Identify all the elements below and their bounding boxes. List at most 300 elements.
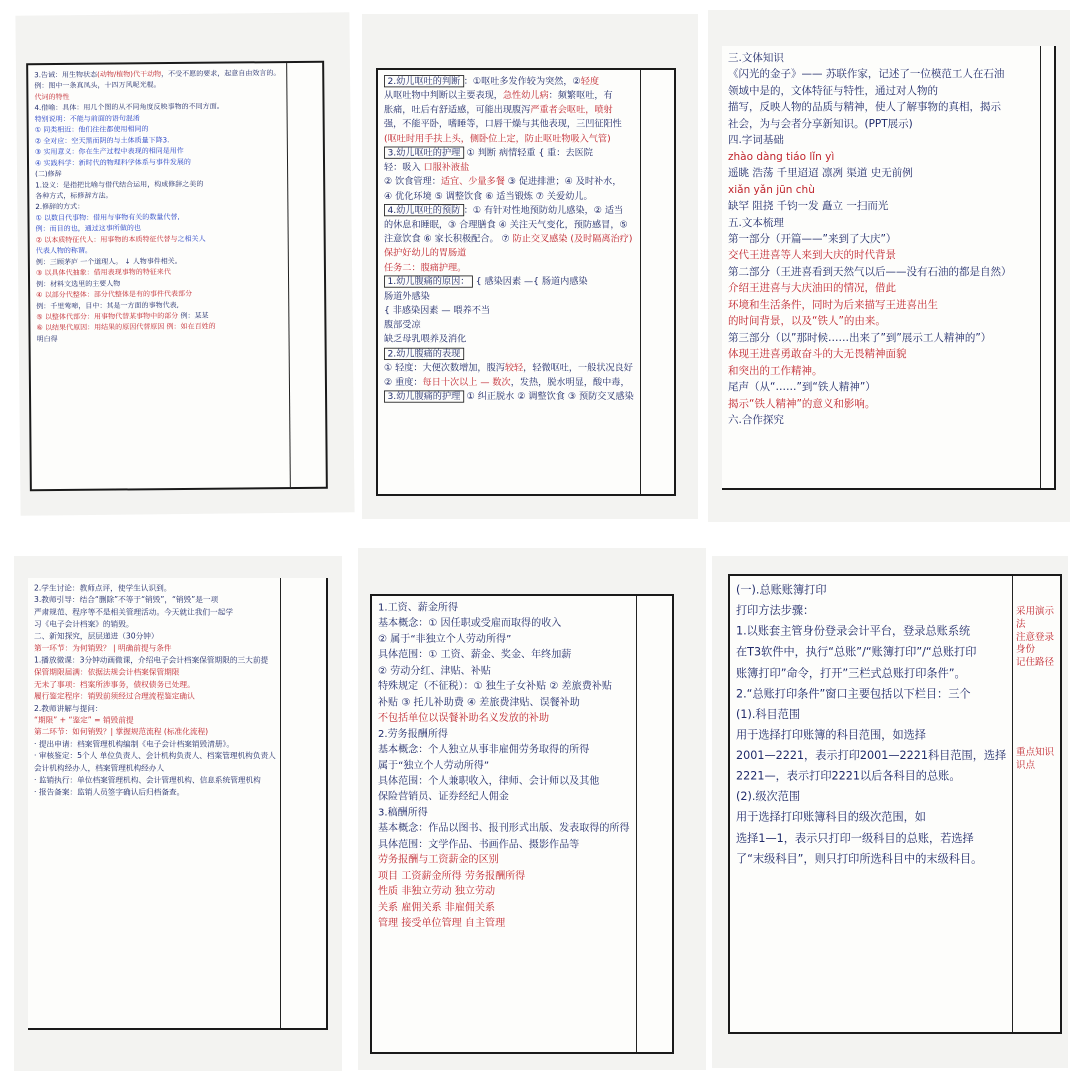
note-line xyxy=(736,809,977,825)
note-text: ① 轻度：大便次数增加，腹泻 xyxy=(384,362,505,374)
note-line xyxy=(35,169,200,180)
note-text: zhào dàng tiáo lǐn yì xyxy=(728,150,835,163)
note-line xyxy=(736,685,977,701)
note-text: 体现王进喜勇敢奋斗的大无畏精神面貌 xyxy=(728,348,907,361)
note-text: 适宜、少量多餐 xyxy=(440,176,505,187)
note-line xyxy=(728,381,1036,395)
note-text: 尾声（从“……”到“铁人精神”） xyxy=(728,381,876,394)
note-text: ：① 有针对性地预防幼儿感染，② 适当 xyxy=(463,204,624,216)
note-line xyxy=(736,768,977,784)
note-text: 例：某某 xyxy=(178,311,209,320)
note-line xyxy=(736,830,977,846)
note-line xyxy=(728,68,1036,82)
note-text: 和突出的工作精神。 xyxy=(728,364,823,377)
note-text: 属于“独立个人劳动所得” xyxy=(378,759,490,772)
note-line xyxy=(378,697,619,710)
note-text: 无未了事项：档案所涉事务，债权债务已处理。 xyxy=(34,679,195,689)
note-line xyxy=(378,602,619,615)
margin-note xyxy=(1016,734,1060,747)
note-line xyxy=(34,716,210,726)
note-line xyxy=(36,311,209,323)
note-text: 领域中是的，文体特征与特性，通过对人物的 xyxy=(728,84,938,97)
note-text: 习《电子会计档案》的销毁。 xyxy=(34,619,134,629)
note-line xyxy=(384,133,611,145)
note-line xyxy=(728,315,1036,329)
note-line xyxy=(728,184,1036,198)
note-line xyxy=(378,744,619,757)
note-line xyxy=(736,851,983,867)
note-line xyxy=(728,365,1036,379)
note-text: 基本概念：作品以图书、报刊形式出版、发表取得的所得 xyxy=(378,822,630,835)
note-text: 注意饮食 ⑥ 家长积极配合。 ⑦ xyxy=(384,233,510,245)
note-line xyxy=(736,665,977,681)
note-text: 保管期限届满：依据法规会计档案保管期限 xyxy=(34,667,180,677)
note-line xyxy=(34,739,235,750)
note-line xyxy=(384,219,628,231)
note-line xyxy=(378,822,630,836)
note-text: 从呕吐物中判断以主要表现， xyxy=(384,90,503,101)
note-text: 强，不能平卧，嗜睡等，口唇干燥与其他表现，三凹征阳性 xyxy=(384,118,622,130)
note-text: 2.劳务报酬所得 xyxy=(378,728,448,740)
note-line xyxy=(34,680,210,690)
note-line xyxy=(728,266,1036,280)
note-text: “期限” + “鉴定” = 销毁前提 xyxy=(34,715,134,725)
note-text: 具体范围：文学作品、书画作品、摄影作品等 xyxy=(378,838,580,850)
margin-note xyxy=(1016,683,1060,696)
note-line xyxy=(728,348,1036,362)
note-text: 选择1—1，表示只打印一级科目的总账，若选择 xyxy=(736,830,974,845)
note-text: 严重者会呕吐，喷射 xyxy=(530,104,613,116)
note-line xyxy=(384,320,602,332)
note-text: 的休息和睡眠，③ 合理膳食 ④ 关注天气变化，预防感冒，⑤ xyxy=(384,219,628,230)
note-text: 2001—2221，表示打印2001—2221科目范围，选择 xyxy=(736,748,1007,762)
note-line xyxy=(36,224,201,235)
note-line xyxy=(378,728,619,741)
note-line xyxy=(36,257,201,268)
note-line xyxy=(34,788,210,798)
note-text: (二)修辞 xyxy=(35,169,62,179)
note-text: 特殊规定（不征税）：① 独生子女补贴 ② 差旅费补贴 xyxy=(378,680,612,693)
note-text: ② 劳动分红、津贴、补贴 xyxy=(378,665,491,677)
notebook-page-1 xyxy=(26,61,328,492)
note-text: 各种方式，标修辞方法。 xyxy=(35,191,113,201)
note-line xyxy=(728,217,1036,231)
notebook-page-3 xyxy=(722,46,1056,490)
note-line xyxy=(35,202,200,213)
note-text: 代表人物的称谓。 xyxy=(35,246,92,256)
note-line xyxy=(34,632,210,642)
note-text: 项目 工资薪金所得 劳务报酬所得 xyxy=(378,870,526,882)
note-text: 第一环节：为何销毁？ | 明确前提与条件 xyxy=(34,643,172,653)
note-line xyxy=(36,268,201,279)
note-line xyxy=(34,584,210,594)
note-text: · 审核鉴定：5个人 单位负责人、会计机构负责人、档案管理机构负责人 xyxy=(34,751,276,761)
note-text: 之相关人 xyxy=(177,234,206,243)
note-text: 2.幼儿呕吐的判断 xyxy=(384,75,464,87)
note-text: ② 属于“非独立个人劳动所得” xyxy=(378,633,512,646)
note-text: 3.告诫： xyxy=(34,70,63,80)
note-line xyxy=(34,751,276,762)
margin-line xyxy=(1012,576,1013,1032)
note-line xyxy=(736,603,977,619)
note-line xyxy=(378,902,619,915)
note-text: 第三部分（以”那时候……出来了”到”展示工人精神的”） xyxy=(728,331,992,344)
note-line xyxy=(34,692,210,702)
note-text: 1.播放微课：3分钟动画微课，介绍电子会计档案保管期限的三大前提 xyxy=(34,655,269,665)
note-text: 例：图中一条真凤头，十四万风呢光棍。 xyxy=(34,81,161,91)
margin-note xyxy=(1016,696,1060,709)
note-line xyxy=(378,917,619,930)
note-text: 严肃规范、程序等不是相关管理活动。今天就让我们一起学 xyxy=(34,607,233,617)
note-line xyxy=(384,191,602,203)
note-line xyxy=(728,200,1036,214)
note-text: ③ 以具体代抽象：借用表现事物的特征来代 xyxy=(35,268,171,278)
note-text: 描写，反映人物的品质与精神，使人了解事物的真相，揭示 xyxy=(728,101,1001,114)
note-text: ① 以数目代事物：借用与事物有关的数量代替, xyxy=(35,212,180,223)
note-text: 基本概念：① 因任职或受雇而取得的收入 xyxy=(378,617,562,630)
note-line xyxy=(728,85,1036,99)
note-line xyxy=(378,649,619,662)
note-line xyxy=(384,76,602,88)
note-text: 打印方法步骤： xyxy=(736,603,815,617)
note-text: 4.幼儿呕吐的预防 xyxy=(384,204,464,216)
note-text: 例：千里莺啼，目中：其是一方面的事物代表, xyxy=(36,300,179,311)
note-line xyxy=(378,870,619,883)
note-text: 例：三顾茅庐 一个道理人。 ↓ 人物事件相关。 xyxy=(35,256,182,267)
note-line xyxy=(36,279,201,290)
note-text: ④ 实践科学：新时代的物理科学体系与事件发展的 xyxy=(34,157,191,168)
note-text: ② 以本质特征代人：用事物的本质特征代替与 xyxy=(35,234,178,245)
note-text: 1.以账套主管身份登录会计平台，登录总账系统 xyxy=(736,624,971,638)
note-line xyxy=(36,290,201,301)
note-text: xiǎn yǎn jūn chù xyxy=(728,183,815,196)
note-line xyxy=(736,644,977,660)
note-text: 例：而目的也，通过这事所做的也 xyxy=(35,224,141,234)
note-line xyxy=(736,623,977,639)
note-text: 代词的特性 xyxy=(34,92,70,102)
note-text: 的时间背景，以及“铁人”的由来。 xyxy=(728,315,886,328)
margin-note: 身份 xyxy=(1016,644,1036,656)
note-text: 口服补液盐 xyxy=(423,161,470,173)
note-line xyxy=(35,179,204,191)
note-line xyxy=(34,655,269,666)
note-text: ④ 以部分代整体：部分代整体是有的事件代表部分 xyxy=(36,289,193,300)
note-text: 特别说明：不能与前面的语句混淆 xyxy=(34,114,140,124)
note-text: 性质 非独立劳动 独立劳动 xyxy=(378,885,496,898)
note-text: 用于选择打印账簿科目的级次范围，如 xyxy=(736,810,926,824)
note-line xyxy=(384,176,622,188)
margin-note xyxy=(1016,670,1060,683)
margin-line xyxy=(280,578,281,1028)
page-lines xyxy=(34,584,276,800)
note-line xyxy=(34,607,233,618)
note-line xyxy=(384,291,602,303)
note-line xyxy=(384,305,602,317)
note-text: 明白得 xyxy=(36,335,58,344)
note-text: 管理 接受单位管理 自主管理 xyxy=(378,917,506,929)
note-text: 用生物状态 xyxy=(61,70,98,80)
note-text: 保险营销员、证券经纪人佣金 xyxy=(378,791,509,803)
note-text: 《闪光的金子》—— 苏联作家，记述了一位模范工人在石油 xyxy=(728,68,1005,81)
margin-note xyxy=(1016,721,1060,734)
note-text: 四.字词基础 xyxy=(728,134,784,147)
note-line xyxy=(34,92,199,103)
note-text: 任务二：腹痛护理。 xyxy=(384,262,467,273)
note-text: ⑥ 以结果代原因：用结果的原因代替原因 例：如在百姓的 xyxy=(36,322,216,333)
note-text: 关系 雇佣关系 非雇佣关系 xyxy=(378,901,496,914)
note-text: 急性幼儿病 xyxy=(502,90,549,101)
notebook-page-5 xyxy=(370,594,674,1054)
note-text: 1.工资、薪金所得 xyxy=(378,602,459,614)
note-line xyxy=(384,334,602,346)
note-text: 遥眺 浩荡 千里迢迢 凛冽 渠道 史无前例 xyxy=(728,167,913,180)
note-line xyxy=(35,114,200,125)
note-line xyxy=(728,134,1036,148)
note-text: 三.文体知识 xyxy=(728,52,784,64)
note-text: 胀痛，吐后有舒适感，可能出现腹泻 xyxy=(384,104,531,116)
note-text: 六.合作探究 xyxy=(728,413,784,426)
note-text: 2.“总账打印条件”窗口主要包括以下栏目：三个 xyxy=(736,686,971,700)
note-line xyxy=(378,854,619,867)
note-text: 用于选择打印账簿的科目范围，如选择 xyxy=(736,727,926,742)
note-text: 4.借喻：具体：用几个图的从不同角度反映事物的不同方面。 xyxy=(34,102,224,113)
note-line xyxy=(384,162,602,174)
note-text: 缺罕 阻挠 千钧一发 矗立 一扫而光 xyxy=(728,200,889,213)
note-text: 劳务报酬与工资薪金的区别 xyxy=(378,854,499,866)
note-line xyxy=(384,233,633,246)
note-text: 揭示“铁人精神”的意义和影响。 xyxy=(728,397,876,410)
note-line xyxy=(378,807,619,820)
note-line xyxy=(728,52,1036,66)
note-line xyxy=(384,362,633,375)
note-line xyxy=(34,81,199,92)
note-line xyxy=(384,148,602,160)
note-line xyxy=(35,125,200,136)
page-lines xyxy=(34,69,281,346)
note-line xyxy=(34,775,261,786)
note-line xyxy=(378,681,619,694)
margin-line xyxy=(1040,46,1041,488)
note-line xyxy=(728,398,1036,412)
note-line xyxy=(728,167,1036,181)
note-text: ① 同类相近：他们往往都使用相同的 xyxy=(34,125,149,135)
note-line xyxy=(35,158,200,169)
note-line xyxy=(728,233,1036,247)
note-line xyxy=(384,262,602,274)
note-line xyxy=(728,151,1036,165)
note-text: · 监销执行：单位档案管理机构、会计管理机构、信息系统管理机构 xyxy=(34,775,261,785)
note-line xyxy=(34,704,210,714)
note-line xyxy=(736,706,977,722)
note-text: (2).级次范围 xyxy=(736,789,801,804)
note-text: ③ 实用意义：你在生产过程中表现的相同是用作 xyxy=(34,146,184,157)
note-line xyxy=(728,118,1036,132)
note-text: 例：材料文选里的主要人物 xyxy=(36,279,121,289)
note-line xyxy=(35,147,200,158)
note-line xyxy=(35,234,206,246)
note-line xyxy=(35,136,200,147)
note-line xyxy=(378,712,619,725)
note-text: 3.幼儿呕吐的护理 xyxy=(384,147,464,159)
note-text: 介绍王进喜与大庆油田的情况，借此 xyxy=(728,282,896,295)
note-text: 第二环节：如何销毁？| 掌握规范流程 (标准化流程) xyxy=(34,727,209,737)
note-text: 保护好幼儿的胃肠道 xyxy=(384,247,467,259)
note-text: 1.设义：是指把比喻与借代结合运用，构成修辞之美的 xyxy=(35,179,204,190)
note-text: 会计机构经办人，档案管理机构经办人 xyxy=(34,763,165,773)
note-line xyxy=(384,90,613,102)
note-text: 五.文本梳理 xyxy=(728,216,784,229)
notebook-page-2 xyxy=(376,68,676,496)
note-line xyxy=(34,668,210,678)
note-text: ，不受不愿的要求，起意自由效言的。 xyxy=(161,69,281,79)
note-text: 1.幼儿腹痛的原因： xyxy=(384,276,473,288)
note-text: (一).总账账簿打印 xyxy=(736,582,827,597)
note-line xyxy=(728,282,1036,296)
note-line xyxy=(736,727,977,743)
note-line xyxy=(35,213,200,224)
note-line xyxy=(34,595,219,606)
note-text: (呕吐时用手扶上头，侧卧位上定，防止呕吐物吸入气管) xyxy=(384,133,611,144)
note-text: 2.修辞的方式： xyxy=(35,202,85,212)
note-line xyxy=(34,620,210,630)
note-text: 3.稿酬所得 xyxy=(378,806,428,819)
note-text: 轻度 xyxy=(580,76,600,87)
note-line xyxy=(36,301,201,312)
note-line xyxy=(378,618,619,631)
margin-line xyxy=(286,63,291,487)
note-text: ：频繁呕吐，有 xyxy=(548,90,613,101)
note-text: 履行鉴定程序：销毁前须经过合理流程鉴定确认 xyxy=(34,691,195,701)
margin-line xyxy=(636,596,637,1052)
note-line xyxy=(34,69,281,81)
note-text: ② 重度： xyxy=(384,376,423,388)
page-lines xyxy=(728,52,1036,430)
note-line xyxy=(34,728,210,738)
note-text: · 报告备案：监销人员签字确认后归档备查。 xyxy=(34,787,185,797)
note-line xyxy=(378,634,619,647)
note-text: 2221—，表示打印2221以后各科目的总账。 xyxy=(736,768,961,783)
note-text: ② 饮食管理： xyxy=(384,176,441,187)
note-text: 第一部分（开篇——”来到了大庆”） xyxy=(728,232,897,245)
note-line xyxy=(384,348,602,360)
note-text: 腹部受凉 xyxy=(384,319,421,331)
note-line xyxy=(35,191,200,202)
note-line xyxy=(378,791,619,804)
note-text: ，发热，脱水明显，酸中毒， xyxy=(510,376,630,388)
margin-note: 注意登录 xyxy=(1016,631,1055,643)
note-text: 环境和生活条件，同时为后来描写王进喜出生 xyxy=(728,298,938,311)
note-line xyxy=(378,760,619,773)
note-text: 了“末级科目”，则只打印所选科目中的末级科目。 xyxy=(736,851,983,866)
note-text: 第二部分（王进喜看到天然气以后——没有石油的都是自然） xyxy=(728,265,1012,278)
note-text: ⑤ 以整体代部分：用事物代替某事物中的部分 xyxy=(36,311,179,322)
note-text: 3.幼儿腹痛的护理 xyxy=(384,390,464,402)
note-text: 防止交叉感染 (及时隔离治疗) xyxy=(509,233,633,245)
note-text: ，轻微呕吐，一般状况良好 xyxy=(523,362,633,374)
note-text: ③ 促进排泄；④ 及时补水， xyxy=(504,176,622,187)
note-text: 账簿打印”命令，打开”三栏式总账打印条件”。 xyxy=(736,665,966,680)
note-text: 肠道外感染 xyxy=(384,290,430,302)
note-text: 交代王进喜等人来到大庆的时代背景 xyxy=(728,249,896,262)
note-text: { 非感染因素 — 喂养不当 xyxy=(384,305,491,316)
note-line xyxy=(736,789,977,805)
note-line xyxy=(36,246,201,257)
margin-notes xyxy=(1016,606,1060,773)
note-line xyxy=(384,391,634,403)
note-line xyxy=(384,248,602,260)
note-text: 社会，为与会者分享新知识。(PPT展示) xyxy=(728,117,913,130)
note-text: · 提出申请：档案管理机构编制《电子会计档案销毁清册》。 xyxy=(34,739,235,749)
note-text: (动物/植物)代干动物 xyxy=(97,70,162,79)
note-text: 二、新知探究，层层递进（30分钟） xyxy=(34,631,159,641)
note-text: ① 纠正脱水 ② 调整饮食 ③ 预防交叉感染 xyxy=(463,391,634,402)
note-line xyxy=(736,582,977,598)
note-text: 2.教师讲解与提问： xyxy=(34,703,103,713)
page-lines xyxy=(384,76,634,406)
note-line xyxy=(384,104,613,117)
note-text: 基本概念：个人独立从事非雇佣劳务取得的所得 xyxy=(378,743,590,756)
note-line xyxy=(728,332,1036,346)
note-line xyxy=(736,747,1007,763)
note-line xyxy=(378,775,619,788)
note-text: ④ 优化环境 ⑤ 调整饮食 ⑥ 适当锻炼 ⑦ 关爱幼儿。 xyxy=(384,190,593,202)
note-text: { 感染因素 —{ 肠道内感染 xyxy=(472,276,588,288)
note-text: 较轻 xyxy=(504,362,524,374)
note-line xyxy=(728,249,1036,263)
note-line xyxy=(34,644,210,654)
notebook-page-6 xyxy=(728,574,1062,1034)
note-line xyxy=(37,334,202,345)
note-line xyxy=(728,414,1036,428)
page-lines xyxy=(378,602,630,933)
note-text: 3.教师引导：结合“删除”不等于“销毁”，“销毁”是一项 xyxy=(34,595,219,605)
margin-note: 重点知识 xyxy=(1016,746,1055,758)
note-line xyxy=(378,838,619,851)
note-line xyxy=(728,299,1036,313)
note-line xyxy=(384,204,624,217)
note-line xyxy=(384,118,622,131)
margin-note xyxy=(1016,709,1060,722)
margin-line xyxy=(640,70,641,494)
note-text: 补贴 ③ 托儿补助费 ④ 差旅费津贴、误餐补助 xyxy=(378,696,580,709)
note-text: 在T3软件中，执行“总账”/“账簿打印”/“总账打印 xyxy=(736,644,977,659)
margin-note: 识点 xyxy=(1016,759,1036,771)
note-line xyxy=(378,665,619,678)
note-text: 轻：吸入 xyxy=(384,161,424,173)
note-text: 2.幼儿腹痛的表现 xyxy=(384,347,464,359)
note-line xyxy=(34,764,210,774)
notebook-page-4 xyxy=(28,578,328,1030)
note-text: ② 全对应：空天黑而阴的与土体质量下降3. xyxy=(34,136,170,146)
note-text: 具体范围：① 工资、薪金、奖金、年终加薪 xyxy=(378,649,572,661)
note-line xyxy=(378,886,619,899)
note-text: 具体范围：个人兼职收入，律师、会计师以及其他 xyxy=(378,775,600,787)
note-text: (1).科目范围 xyxy=(736,706,801,721)
note-text: 每日十次以上 — 数次 xyxy=(422,376,511,388)
note-line xyxy=(34,102,224,114)
note-text: ：①呕吐多发作较为突然，② xyxy=(463,76,581,87)
note-line xyxy=(728,101,1036,115)
note-line xyxy=(384,277,602,289)
note-text: 2.学生讨论：教师点评，使学生认识到。 xyxy=(34,584,172,593)
note-line xyxy=(36,322,216,334)
note-text: 不包括单位以误餐补助名义发放的补助 xyxy=(378,712,550,724)
page-lines xyxy=(736,582,1007,871)
note-line xyxy=(384,376,630,389)
note-text: ① 判断 病情轻重 { 重：去医院 xyxy=(463,147,593,159)
margin-note: 采用演示法 xyxy=(1016,606,1055,630)
note-text: 缺乏母乳喂养及消化 xyxy=(384,333,467,345)
